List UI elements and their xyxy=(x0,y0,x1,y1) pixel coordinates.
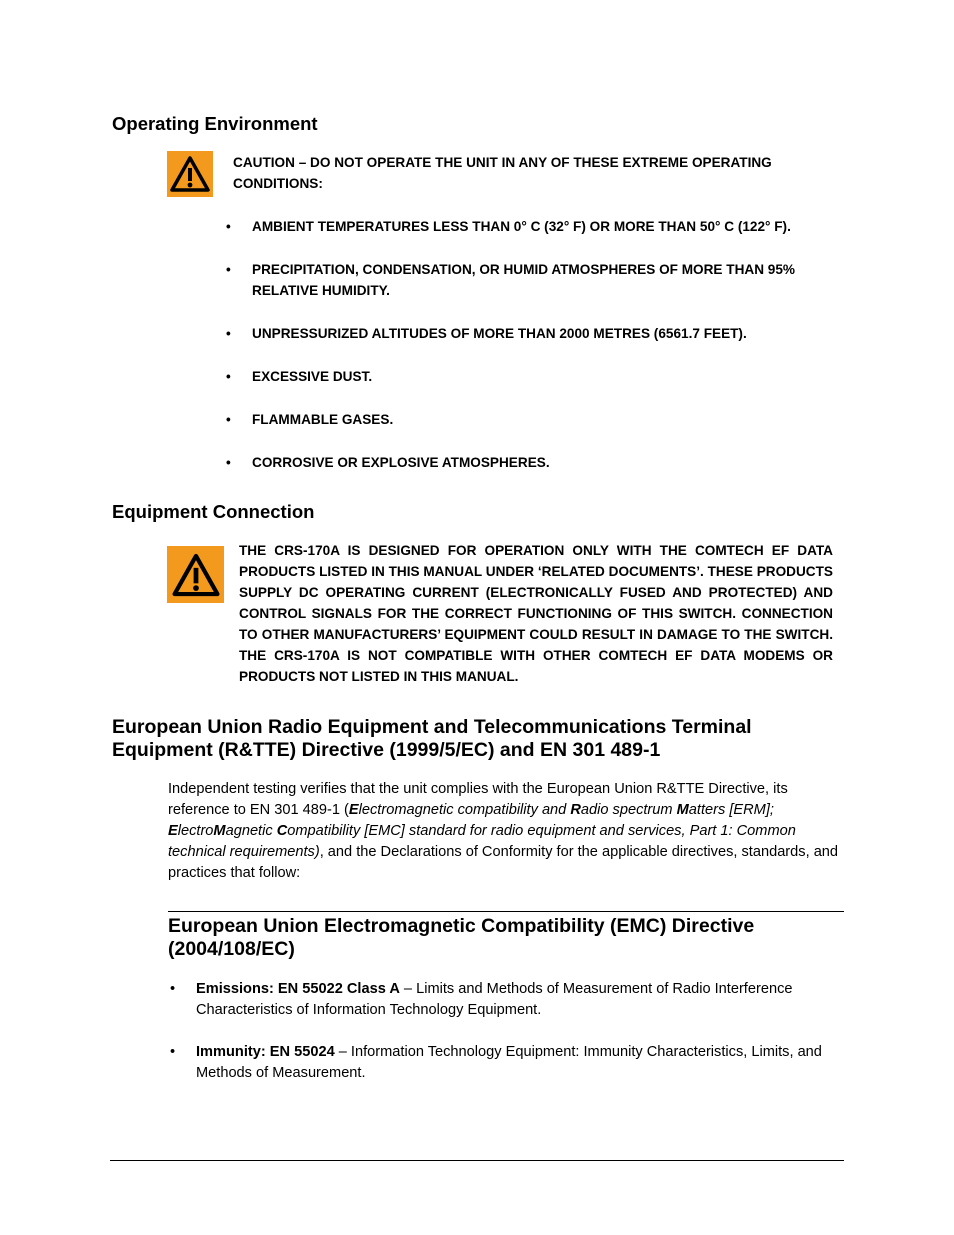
warning-triangle-icon xyxy=(167,546,224,603)
footer-rule xyxy=(110,1160,844,1161)
emc-standards-list xyxy=(170,979,846,1084)
caution-line: CONDITIONS: xyxy=(233,176,323,191)
rtte-paragraph: Independent testing verifies that the unit complies with the European Union R&TTE Directive, its reference to EN 301 489-1 (Electromagnetic compatibility and Radio spectrum Matters [ERM]; ElectroMagnetic Compatibility [EMC] standard for radio equipment and services, Part 1: Common technical requirements), and the Declarations of Conformity for the applicable directives, standards, and practices that follow: xyxy=(168,781,839,881)
list-item: • EXCESSIVE DUST. xyxy=(226,369,373,384)
list-item: • PRECIPITATION, CONDENSATION, OR HUMID ATMOSPHERES OF MORE THAN 95% RELATIVE HUMIDITY. xyxy=(226,262,796,298)
list-item: • Emissions: EN 55022 Class A – Limits and Methods of Measurement of Radio Interference Characteristics of Information Technology Equipment. xyxy=(170,981,793,1018)
heading-operating-environment: Operating Environment xyxy=(112,113,318,134)
heading-line: Equipment (R&TTE) Directive (1999/5/EC) and EN 301 489-1 xyxy=(112,739,661,761)
list-item: • FLAMMABLE GASES. xyxy=(226,412,394,427)
heading-emc-directive xyxy=(168,915,844,961)
list-item: • Immunity: EN 55024 – Information Technology Equipment: Immunity Characteristics, Limits, and Methods of Measurement. xyxy=(170,1044,822,1081)
heading-equipment-connection: Equipment Connection xyxy=(112,501,315,522)
section-divider xyxy=(168,911,844,912)
list-item: • CORROSIVE OR EXPLOSIVE ATMOSPHERES. xyxy=(226,455,550,470)
list-item: • UNPRESSURIZED ALTITUDES OF MORE THAN 2000 METRES (6561.7 FEET). xyxy=(226,326,747,341)
heading-rtte-directive xyxy=(112,716,872,762)
equipment-connection-warning: THE CRS-170A IS DESIGNED FOR OPERATION ONLY WITH THE COMTECH EF DATA PRODUCTS LISTED IN THIS MANUAL UNDER ‘RELATED DOCUMENTS’. THESE PRODUCTS SUPPLY DC OPERATING CURRENT (ELECTRONICALLY FUSED AND PROTECTED) AND CONTROL SIGNALS FOR THE CORRECT FUNCTIONING OF THIS SWITCH. CONNECTION TO OTHER MANUFACTURERS’ EQUIPMENT COULD RESULT IN DAMAGE TO THE SWITCH. THE CRS-170A IS NOT COMPATIBLE WITH OTHER COMTECH EF DATA MODEMS OR PRODUCTS NOT LISTED IN THIS MANUAL. xyxy=(239,543,833,684)
heading-line: European Union Electromagnetic Compatibility (EMC) Directive xyxy=(168,915,755,937)
heading-line: European Union Radio Equipment and Telecommunications Terminal xyxy=(112,716,752,738)
caution-operating-conditions xyxy=(233,152,843,194)
warning-triangle-icon xyxy=(167,151,213,197)
list-item: • AMBIENT TEMPERATURES LESS THAN 0° C (32° F) OR MORE THAN 50° C (122° F). xyxy=(226,219,791,234)
operating-conditions-list xyxy=(226,216,852,473)
heading-line: (2004/108/EC) xyxy=(168,938,295,960)
caution-line: CAUTION – DO NOT OPERATE THE UNIT IN ANY OF THESE EXTREME OPERATING xyxy=(233,155,772,170)
